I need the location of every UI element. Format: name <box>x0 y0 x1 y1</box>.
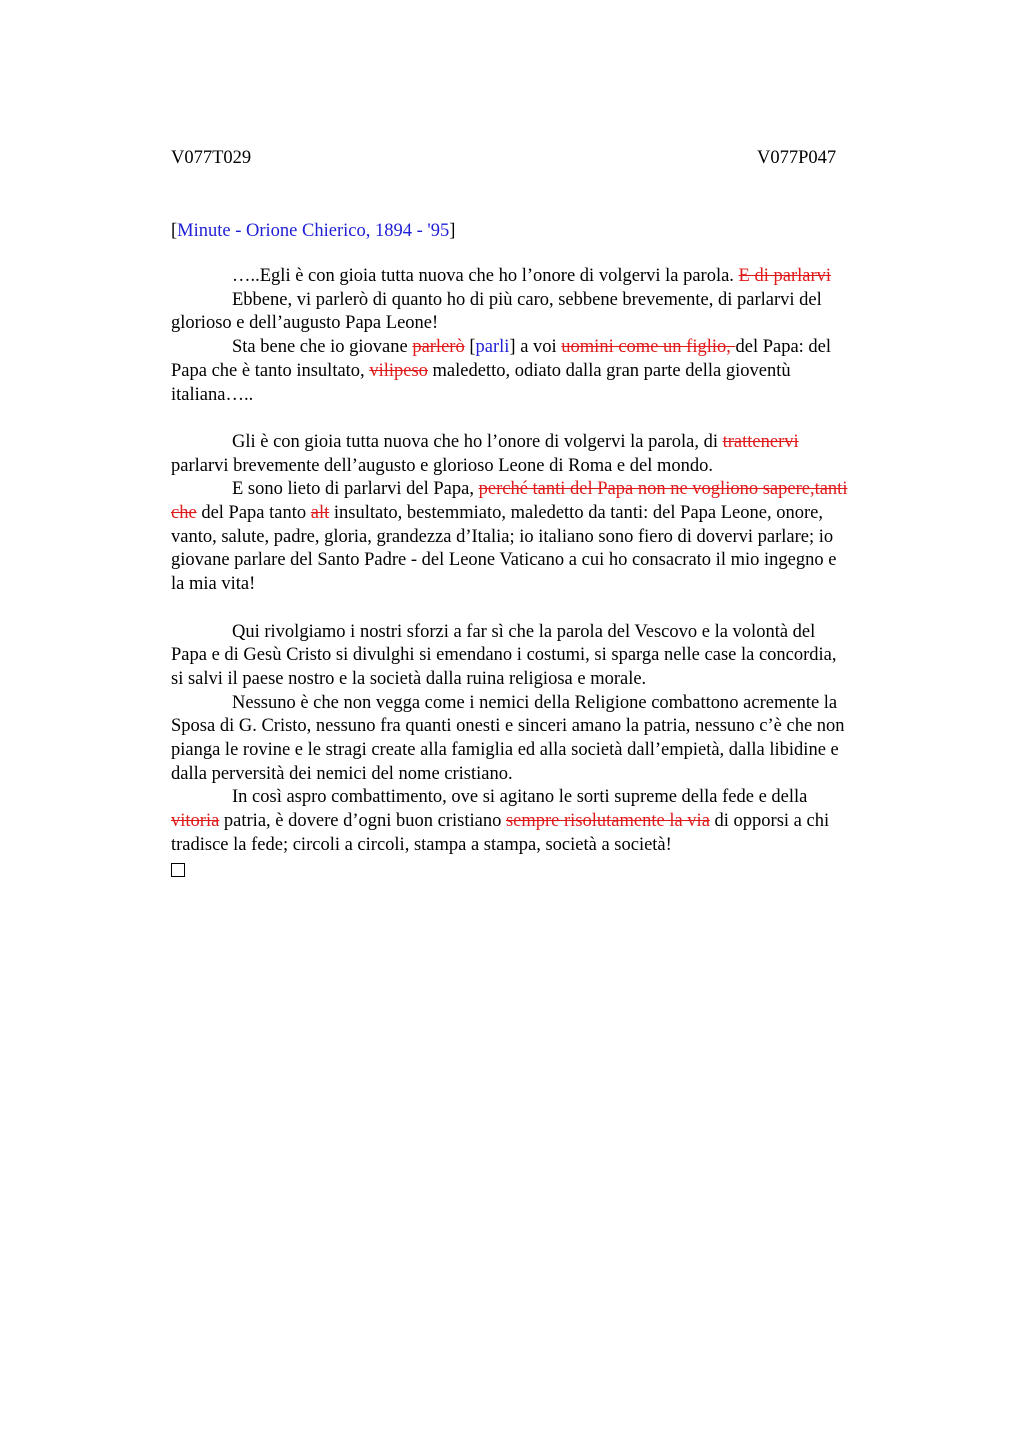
paragraph-5 <box>171 478 926 597</box>
paragraph-1 <box>171 265 926 289</box>
paragraph-3 <box>171 336 926 407</box>
source-note <box>171 218 926 244</box>
paragraph-text: di opporsi a chi <box>709 811 830 832</box>
paragraph-text: [ <box>464 337 476 358</box>
paragraph-gap <box>171 407 926 431</box>
paragraph-text: italiana….. <box>171 384 254 405</box>
paragraph-text: Qui rivolgiamo i nostri sforzi a far sì che la parola del Vescovo e la volontà del <box>232 621 816 642</box>
paragraph-text: glorioso e dell’augusto Papa Leone! <box>171 313 439 334</box>
paragraph-text: patria, è dovere d’ogni buon cristiano <box>219 811 506 832</box>
deleted-text: trattenervi <box>722 431 799 452</box>
deleted-text: parlerò <box>412 337 465 358</box>
document-code-left: V077T029 <box>171 148 252 168</box>
paragraph-text: In così aspro combattimento, ove si agitano le sorti supreme della fede e della <box>232 787 808 808</box>
paragraph-6 <box>171 621 926 692</box>
paragraph-text: Ebbene, vi parlerò di quanto ho di più caro, sebbene brevemente, di parlarvi del <box>232 289 822 310</box>
paragraph-text: tradisce la fede; circoli a circoli, stampa a stampa, società a società! <box>171 834 672 855</box>
paragraph-gap <box>171 597 926 621</box>
deleted-text: uomini come un figlio, <box>561 337 736 358</box>
source-bracket-close: ] <box>449 221 456 241</box>
document-body <box>171 265 926 883</box>
paragraph-text: vanto, salute, padre, gloria, grandezza d’Italia; io italiano sono fiero di dovervi parlare; io <box>171 526 834 547</box>
paragraph-8 <box>171 786 926 857</box>
document-code-right: V077P047 <box>757 148 837 168</box>
deleted-text: vilipeso <box>369 360 428 381</box>
paragraph-text: giovane parlare del Santo Padre - del Leone Vaticano a cui ho consacrato il mio ingegno e <box>171 550 837 571</box>
paragraph-7 <box>171 692 926 787</box>
deleted-text: alt <box>310 503 330 524</box>
paragraph-text: Sposa di G. Cristo, nessuno fra quanti onesti e sinceri amano la patria, nessuno c’è che non <box>171 716 845 737</box>
paragraph-text: del Papa tanto <box>196 503 311 524</box>
paragraph-2 <box>171 289 926 336</box>
deleted-text: perché tanti del Papa non ne vogliono sapere,tanti <box>478 479 848 500</box>
paragraph-text: maledetto, odiato dalla gran parte della gioventù <box>427 360 791 381</box>
paragraph-text: la mia vita! <box>171 574 256 595</box>
empty-square-icon <box>171 863 185 877</box>
deleted-text: E di parlarvi <box>738 266 832 286</box>
paragraph-text: dalla perversità dei nemici del nome cristiano. <box>171 763 513 784</box>
paragraph-text: pianga le rovine e le stragi create alla famiglia ed alla società dall’empietà, dalla libidine e <box>171 740 839 761</box>
paragraph-text: ] a voi <box>509 337 562 358</box>
end-marker <box>171 858 926 883</box>
paragraph-line <box>171 810 926 834</box>
editorial-insertion: parli <box>475 337 510 358</box>
paragraph-text: Nessuno è che non vegga come i nemici della Religione combattono acremente la <box>232 692 838 713</box>
document-page <box>171 145 926 883</box>
paragraph-text: del Papa: del <box>735 337 832 358</box>
paragraph-text: Gli è con gioia tutta nuova che ho l’onore di volgervi la parola, di <box>232 431 723 452</box>
deleted-text: vitoria <box>171 811 220 832</box>
paragraph-4 <box>171 431 926 478</box>
paragraph-text: Papa che è tanto insultato, <box>171 360 370 381</box>
paragraph-text: …..Egli è con gioia tutta nuova che ho l’onore di volgervi la parola. <box>232 266 739 286</box>
paragraph-text: parlarvi brevemente dell’augusto e glorioso Leone di Roma e del mondo. <box>171 455 713 476</box>
paragraph-line <box>171 360 926 384</box>
paragraph-text: E sono lieto di parlarvi del Papa, <box>232 479 479 500</box>
deleted-text: sempre risolutamente la via <box>505 811 710 832</box>
document-header <box>171 145 926 171</box>
source-bracket-open: [ <box>171 221 178 241</box>
source-label: Minute - Orione Chierico, 1894 - '95 <box>177 221 450 241</box>
paragraph-text: Sta bene che io giovane <box>232 337 413 358</box>
paragraph-text: Papa e di Gesù Cristo si divulghi si emendano i costumi, si sparga nelle case la concordia, <box>171 645 837 666</box>
deleted-text: che <box>171 503 197 524</box>
paragraph-text: si salvi il paese nostro e la società dalla ruina religiosa e morale. <box>171 668 647 689</box>
paragraph-text: insultato, bestemmiato, maledetto da tanti: del Papa Leone, onore, <box>329 503 823 524</box>
paragraph-line <box>171 502 926 526</box>
